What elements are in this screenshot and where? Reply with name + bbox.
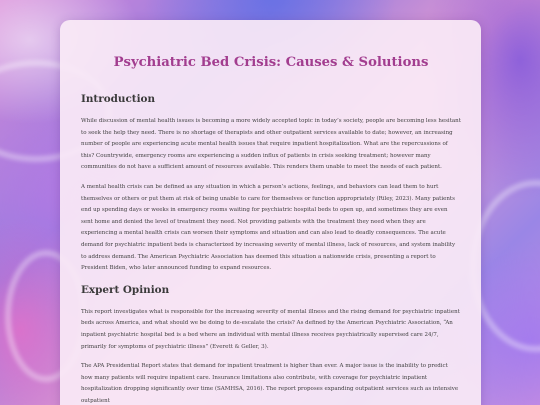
section-expert-opinion bbox=[81, 283, 461, 405]
section-heading: Expert Opinion bbox=[81, 283, 170, 296]
paragraph: While discussion of mental health issues is becoming a more widely accepted topic in today’s society, people are becoming less hesitant to seek the help they need. There is no shortage of therapists and other outpatient services available to date; however, an increasing number of people are experiencing acute mental health issues that require inpatient hospitalization. What are the repercussions of this? Countrywide, emergency rooms are experiencing a sudden influx of patients in crisis seeking treatment; however many communities do not have a sufficient amount of resources available. This renders them unable to meet the needs of each patient. bbox=[81, 118, 461, 171]
section-heading: Introduction bbox=[81, 93, 155, 105]
paragraph: The APA Presidential Report states that demand for inpatient treatment is higher than ever. A major issue is the inability to predict how many patients will require inpatient care. Insurance limitations also contribute, with coverage for psychiatric inpatient hospitalization dropping significantly over time (SAMHSA, 2016). The report proposes expanding outpatient services such as intensive outpatient bbox=[81, 363, 459, 404]
document-card bbox=[60, 20, 481, 405]
paragraph: A mental health crisis can be defined as any situation in which a person’s actions, feelings, and behaviors can lead them to hurt themselves or others or put them at risk of being unable to care for themselves or function appropriately (Riley, 2023). Many patients end up spending days or weeks in emergency rooms waiting for psychiatric hospital beds to open up, and sometimes they are even sent home and denied the level of treatment they need. Not providing patients with the treatment they need when they are experiencing a mental health crisis can worsen their symptoms and situation and can also lead to deadly consequences. The acute demand for psychiatric inpatient beds is characterized by increasing severity of mental illness, lack of resources, and system inability to address demand. The American Psychiatric Association has deemed this situation a nationwide crisis, presenting a report to President Biden, who later announced funding to expand resources. bbox=[81, 183, 456, 272]
document-title: Psychiatric Bed Crisis: Causes & Solutions bbox=[113, 55, 429, 70]
section-introduction bbox=[81, 92, 461, 275]
paragraph: This report investigates what is responsible for the increasing severity of mental illness and the rising demand for psychiatric inpatient beds across America, and what should we be doing to de-escalate the crisis? As defined by the American Psychiatric Association, “An inpatient psychiatric hospital bed is a bed where an individual with mental illness receives psychiatrically supervised care 24/7, primarily for symptoms of psychiatric illness” (Everett & Geller, 3). bbox=[81, 308, 460, 350]
